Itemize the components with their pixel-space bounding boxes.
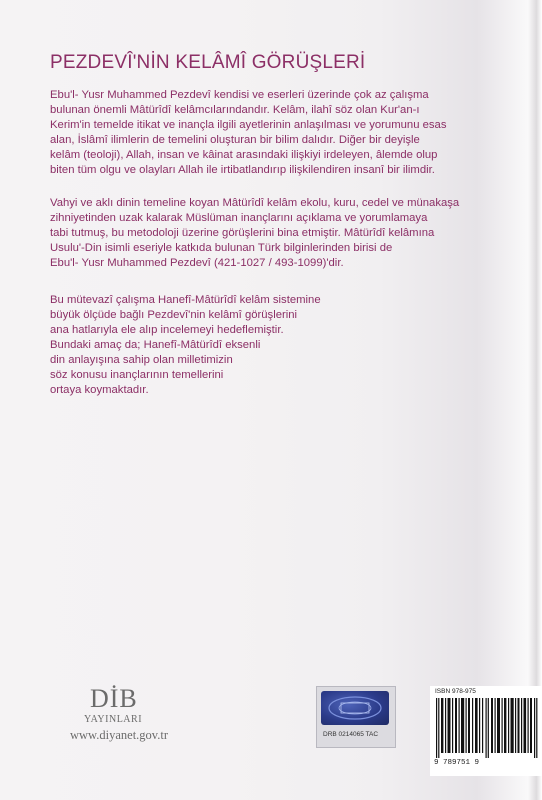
paragraph-line: Usulu'-Din isimli eseriyle katkıda bulunan Türk bilginlerinden birisi de xyxy=(50,242,393,254)
paragraph-line: ortaya koymaktadır. xyxy=(50,384,149,396)
paragraph-line: Vahyi ve aklı dinin temeline koyan Mâtürîdî kelâm ekolu, kuru, cedel ve münakaşa xyxy=(50,197,460,209)
cover-edge-shadow xyxy=(528,0,542,800)
paragraph-line: ana hatlarıyla ele alıp incelemeyi hedeflemiştir. xyxy=(50,324,284,336)
publisher-website: www.diyanet.gov.tr xyxy=(70,728,169,742)
paragraph-line: söz konusu inançlarının temellerini xyxy=(50,369,224,381)
paragraph-line: tabi tutmuş, bu metodoloji üzerine görüşlerini bina etmiştir. Mâtürîdî kelâmına xyxy=(50,227,435,239)
paragraph-line: Ebu'l- Yusr Muhammed Pezdevî kendisi ve eserleri üzerinde çok az çalışma xyxy=(50,89,429,101)
publisher-logo-mark: DİB xyxy=(90,684,138,713)
barcode-number: 9 789751 9 xyxy=(434,759,480,767)
paragraph-line: bulunan önemli Mâtürîdî kelâmcılarındandır. Kelâm, ilahî söz olan Kur'an-ı xyxy=(50,104,420,116)
barcode-icon xyxy=(435,698,540,758)
cover-title: PEZDEVÎ'NİN KELÂMÎ GÖRÜŞLERİ xyxy=(50,52,366,73)
paragraph-line: din anlayışına sahip olan milletimizin xyxy=(50,354,233,366)
paragraph-line: büyük ölçüde bağlı Pezdevî'nin kelâmî görüşlerini xyxy=(50,309,298,321)
paragraph-2 xyxy=(50,196,510,271)
paragraph-line: kelâm (teoloji), Allah, insan ve kâinat arasındaki ilişkiyi irdeleyen, âlemde olup xyxy=(50,149,438,161)
paragraph-line: alan, İslâmî ilimlerin de temelini oluşturan bir bilim dalıdır. Diğer bir deyişle xyxy=(50,134,420,146)
paragraph-line: Ebu'l- Yusr Muhammed Pezdevî (421-1027 / 493-1099)'dir. xyxy=(50,257,344,269)
publisher-name: YAYINLARI xyxy=(84,714,143,725)
security-sticker xyxy=(316,686,396,748)
publisher-logo xyxy=(70,686,220,746)
paragraph-line: Bundaki amaç da; Hanefî-Mâtürîdî eksenli xyxy=(50,339,261,351)
hologram-icon xyxy=(321,691,389,725)
paragraph-3 xyxy=(50,293,510,398)
paragraph-line: zihniyetinden uzak kalarak Müslüman inançlarını açıklama ve yorumlamaya xyxy=(50,212,428,224)
paragraph-line: Kerim'in temelde itikat ve inançla ilgili ayetlerinin anlaşılması ve yorumunu esas xyxy=(50,119,447,131)
isbn-barcode xyxy=(430,686,542,776)
paragraph-1 xyxy=(50,88,510,178)
sticker-code: DRB 0214065 TAC xyxy=(323,731,379,738)
isbn-label: ISBN 978-975 xyxy=(435,688,476,695)
paragraph-line: biten tüm olgu ve olayları Allah ile irtibatlandırıp ilişkilendiren insanî bir ilimdir. xyxy=(50,164,435,176)
paragraph-line: Bu mütevazî çalışma Hanefî-Mâtürîdî kelâm sistemine xyxy=(50,294,321,306)
